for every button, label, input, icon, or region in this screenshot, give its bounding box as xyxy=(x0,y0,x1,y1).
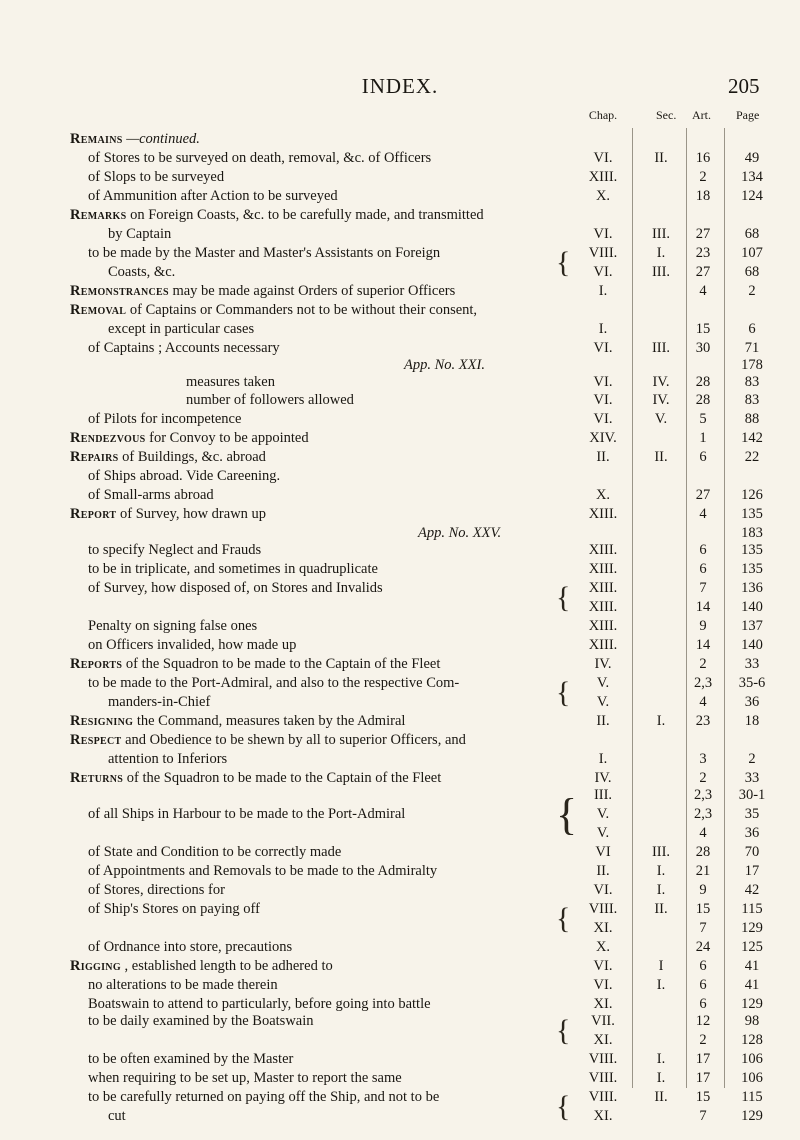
entry-sec: I. xyxy=(656,863,666,879)
entry-chap: I. xyxy=(598,283,608,299)
entry-keyword: Report xyxy=(70,506,117,522)
entry-page: 6 xyxy=(748,321,756,337)
entry-page: 134 xyxy=(741,169,763,185)
entry-sec: III. xyxy=(651,844,671,860)
entry-art: 23 xyxy=(695,713,711,729)
entry-chap: VIII. xyxy=(588,1089,618,1105)
entry-sec: I. xyxy=(656,1051,666,1067)
entry-page: 124 xyxy=(741,188,763,204)
entry-chap: XI. xyxy=(593,996,613,1012)
entry-description: when requiring to be set up, Master to report the same xyxy=(88,1070,402,1086)
entry-art: 2 xyxy=(699,1032,707,1048)
entry-keyword: Resigning xyxy=(70,713,134,729)
entry-art: 6 xyxy=(699,542,707,558)
entry-chap: VI. xyxy=(593,882,613,898)
entry-chap: XIII. xyxy=(588,542,618,558)
entry-chap: VI. xyxy=(593,977,613,993)
entry-chap: V. xyxy=(596,806,610,822)
entry-sec: II. xyxy=(654,449,668,465)
entry-page: 106 xyxy=(741,1051,763,1067)
entry-page: 125 xyxy=(741,939,763,955)
entry-chap: XIII. xyxy=(588,637,618,653)
entry-description: , established length to be adhered to xyxy=(120,958,333,974)
entry-page: 2 xyxy=(748,751,756,767)
entry-description: and Obedience to be shewn by all to superior Officers, and xyxy=(121,732,466,748)
entry-page: 115 xyxy=(741,901,763,917)
entry-description: App. No. XXV. xyxy=(418,525,502,541)
entry-page: 128 xyxy=(741,1032,763,1048)
entry-art: 15 xyxy=(695,321,711,337)
entry-description: of Stores, directions for xyxy=(88,882,225,898)
column-header-art: Art. xyxy=(692,108,711,122)
entry-art: 28 xyxy=(695,374,711,390)
entry-page: 137 xyxy=(741,618,763,634)
entry-page: 68 xyxy=(744,226,760,242)
entry-keyword: Remonstrances xyxy=(70,283,169,299)
entry-chap: VI. xyxy=(593,374,613,390)
entry-text xyxy=(108,1105,126,1127)
entry-description: on Officers invalided, how made up xyxy=(88,637,297,653)
entry-page: 107 xyxy=(741,245,763,261)
entry-page: 129 xyxy=(741,920,763,936)
entry-chap: VI. xyxy=(593,340,613,356)
entry-description: to be often examined by the Master xyxy=(88,1051,294,1067)
entry-chap: XIII. xyxy=(588,561,618,577)
entry-description: of Stores to be surveyed on death, removal, &c. of Officers xyxy=(88,150,432,166)
entry-art: 1 xyxy=(699,430,707,446)
entry-description: of Ships abroad. Vide Careening. xyxy=(88,468,281,484)
entry-description: of Ammunition after Action to be surveyed xyxy=(88,188,338,204)
entry-art: 9 xyxy=(699,882,707,898)
entry-art: 21 xyxy=(695,863,711,879)
entry-chap: X. xyxy=(595,188,611,204)
entry-chap: VIII. xyxy=(588,901,618,917)
entry-page: 36 xyxy=(744,825,760,841)
entry-chap: XIV. xyxy=(589,430,617,446)
entry-chap: III. xyxy=(593,787,613,803)
entry-page: 135 xyxy=(741,506,763,522)
entry-description: of Survey, how drawn up xyxy=(116,506,267,522)
entry-page: 68 xyxy=(744,264,760,280)
entry-page: 41 xyxy=(744,977,760,993)
entry-page: 42 xyxy=(744,882,760,898)
brace-mark: { xyxy=(556,790,578,839)
entry-art: 14 xyxy=(695,599,711,615)
entry-description: the Command, measures taken by the Admiral xyxy=(133,713,406,729)
entry-art: 30 xyxy=(695,340,711,356)
entry-art: 7 xyxy=(699,920,707,936)
entry-art: 2,3 xyxy=(693,675,713,691)
entry-page: 135 xyxy=(741,542,763,558)
entry-chap: V. xyxy=(596,675,610,691)
entry-page: 30-1 xyxy=(738,787,766,803)
entry-chap: XIII. xyxy=(588,618,618,634)
entry-chap: VI. xyxy=(593,150,613,166)
entry-page: 71 xyxy=(744,340,760,356)
entry-description: of Slops to be surveyed xyxy=(88,169,225,185)
entry-chap: XIII. xyxy=(588,580,618,596)
entry-page: 142 xyxy=(741,430,763,446)
entry-chap: XIII. xyxy=(588,506,618,522)
entry-chap: I. xyxy=(598,321,608,337)
brace-mark: { xyxy=(556,1089,571,1123)
entry-art: 24 xyxy=(695,939,711,955)
entry-description: of Captains ; Accounts necessary xyxy=(88,340,280,356)
entry-description: to be carefully returned on paying off the Ship, and not to be xyxy=(88,1089,440,1105)
page-number: 205 xyxy=(728,74,760,98)
entry-chap: IV. xyxy=(594,770,612,786)
entry-chap: VI. xyxy=(593,958,613,974)
entry-art: 6 xyxy=(699,977,707,993)
entry-description: number of followers allowed xyxy=(186,392,354,408)
entry-chap: VIII. xyxy=(588,1070,618,1086)
column-header-sec: Sec. xyxy=(656,108,677,122)
entry-sec: I. xyxy=(656,245,666,261)
entry-description: of Ordnance into store, precautions xyxy=(88,939,293,955)
entry-page: 70 xyxy=(744,844,760,860)
entry-page: 126 xyxy=(741,487,763,503)
entry-description: no alterations to be made therein xyxy=(88,977,278,993)
entry-art: 2 xyxy=(699,169,707,185)
entry-sec: III. xyxy=(651,340,671,356)
entry-chap: V. xyxy=(596,825,610,841)
entry-page: 17 xyxy=(744,863,760,879)
entry-keyword: Rendezvous xyxy=(70,430,146,446)
entry-art: 4 xyxy=(699,694,707,710)
entry-description: cut xyxy=(108,1108,126,1124)
entry-art: 6 xyxy=(699,449,707,465)
entry-description: attention to Inferiors xyxy=(108,751,228,767)
entry-chap: VI. xyxy=(593,411,613,427)
entry-description: of Ship's Stores on paying off xyxy=(88,901,260,917)
entry-description: Penalty on signing false ones xyxy=(88,618,258,634)
entry-chap: X. xyxy=(595,487,611,503)
entry-art: 2,3 xyxy=(693,787,713,803)
entry-keyword: Repairs xyxy=(70,449,119,465)
entry-chap: I. xyxy=(598,751,608,767)
entry-page: 35-6 xyxy=(738,675,766,691)
entry-description: for Convoy to be appointed xyxy=(145,430,309,446)
entry-chap: V. xyxy=(596,694,610,710)
brace-mark: { xyxy=(556,675,571,709)
entry-art: 9 xyxy=(699,618,707,634)
entry-sec: I. xyxy=(656,977,666,993)
entry-page: 178 xyxy=(741,357,763,373)
entry-art: 2 xyxy=(699,770,707,786)
entry-art: 7 xyxy=(699,1108,707,1124)
entry-page: 35 xyxy=(744,806,760,822)
entry-keyword: Removal xyxy=(70,302,127,318)
entry-keyword: Remarks xyxy=(70,207,127,223)
entry-art: 17 xyxy=(695,1070,711,1086)
entry-page: 2 xyxy=(748,283,756,299)
entry-description: of Buildings, &c. abroad xyxy=(118,449,266,465)
entry-art: 7 xyxy=(699,580,707,596)
entry-page: 22 xyxy=(744,449,760,465)
entry-sec: III. xyxy=(651,226,671,242)
column-header-page: Page xyxy=(736,108,760,122)
entry-chap: VIII. xyxy=(588,245,618,261)
entry-description: of all Ships in Harbour to be made to the Port-Admiral xyxy=(88,806,406,822)
entry-chap: II. xyxy=(596,713,610,729)
entry-chap: II. xyxy=(596,449,610,465)
entry-description: on Foreign Coasts, &c. to be carefully made, and transmitted xyxy=(126,207,484,223)
entry-description: App. No. XXI. xyxy=(404,357,485,373)
entry-description: to be made by the Master and Master's Assistants on Foreign xyxy=(88,245,441,261)
entry-art: 3 xyxy=(699,751,707,767)
entry-chap: XI. xyxy=(593,1032,613,1048)
entry-description: of Survey, how disposed of, on Stores and Invalids xyxy=(88,580,383,596)
entry-sec: II. xyxy=(654,901,668,917)
entry-description: to be in triplicate, and sometimes in quadruplicate xyxy=(88,561,378,577)
brace-mark: { xyxy=(556,901,571,935)
entry-keyword: Returns xyxy=(70,770,124,786)
entry-chap: XIII. xyxy=(588,169,618,185)
entry-page: 83 xyxy=(744,392,760,408)
entry-chap: XI. xyxy=(593,1108,613,1124)
entry-sec: I. xyxy=(656,1070,666,1086)
entry-art: 6 xyxy=(699,958,707,974)
entry-sec: I. xyxy=(656,882,666,898)
entry-sec: III. xyxy=(651,264,671,280)
entry-keyword: Rigging xyxy=(70,958,121,974)
entry-sec: II. xyxy=(654,1089,668,1105)
brace-mark: { xyxy=(556,1013,571,1047)
entry-description: —continued. xyxy=(122,131,200,147)
entry-art: 18 xyxy=(695,188,711,204)
entry-page: 115 xyxy=(741,1089,763,1105)
entry-description: to be made to the Port-Admiral, and also to the respective Com- xyxy=(88,675,460,691)
entry-description: of the Squadron to be made to the Captain of the Fleet xyxy=(122,656,441,672)
entry-chap: VIII. xyxy=(588,1051,618,1067)
entry-chap: II. xyxy=(596,863,610,879)
entry-keyword: Remains xyxy=(70,131,123,147)
entry-page: 129 xyxy=(741,996,763,1012)
entry-page: 183 xyxy=(741,525,763,541)
entry-page: 41 xyxy=(744,958,760,974)
brace-mark: { xyxy=(556,245,571,279)
entry-description: except in particular cases xyxy=(108,321,255,337)
entry-description: of the Squadron to be made to the Captain of the Fleet xyxy=(123,770,442,786)
entry-art: 16 xyxy=(695,150,711,166)
entry-art: 4 xyxy=(699,283,707,299)
entry-art: 27 xyxy=(695,226,711,242)
entry-page: 49 xyxy=(744,150,760,166)
entry-art: 14 xyxy=(695,637,711,653)
entry-page: 36 xyxy=(744,694,760,710)
entry-art: 15 xyxy=(695,901,711,917)
entry-page: 135 xyxy=(741,561,763,577)
entry-art: 6 xyxy=(699,996,707,1012)
column-header-chap: Chap. xyxy=(588,108,618,122)
entry-art: 4 xyxy=(699,506,707,522)
entry-chap: XI. xyxy=(593,920,613,936)
entry-art: 12 xyxy=(695,1013,711,1029)
entry-description: Boatswain to attend to particularly, before going into battle xyxy=(88,996,431,1012)
entry-page: 83 xyxy=(744,374,760,390)
page-title: INDEX. xyxy=(361,74,439,98)
entry-art: 2 xyxy=(699,656,707,672)
entry-art: 2,3 xyxy=(693,806,713,822)
entry-page: 33 xyxy=(744,770,760,786)
entry-description: to specify Neglect and Frauds xyxy=(88,542,262,558)
entry-chap: VI. xyxy=(593,226,613,242)
entry-page: 136 xyxy=(741,580,763,596)
entry-sec: I xyxy=(658,958,664,974)
entry-chap: VI. xyxy=(593,264,613,280)
index-entry xyxy=(0,1105,800,1127)
entry-description: of Appointments and Removals to be made to the Admiralty xyxy=(88,863,438,879)
entry-art: 4 xyxy=(699,825,707,841)
entry-page: 98 xyxy=(744,1013,760,1029)
entry-art: 28 xyxy=(695,844,711,860)
entry-description: may be made against Orders of superior Officers xyxy=(168,283,456,299)
entry-art: 5 xyxy=(699,411,707,427)
entry-description: of Captains or Commanders not to be without their consent, xyxy=(126,302,478,318)
entry-sec: IV. xyxy=(652,374,670,390)
entry-page: 140 xyxy=(741,599,763,615)
entry-page: 140 xyxy=(741,637,763,653)
entry-sec: IV. xyxy=(652,392,670,408)
entry-keyword: Respect xyxy=(70,732,122,748)
entry-art: 27 xyxy=(695,487,711,503)
entry-sec: V. xyxy=(654,411,668,427)
entry-sec: II. xyxy=(654,150,668,166)
brace-mark: { xyxy=(556,580,571,614)
entry-description: manders-in-Chief xyxy=(108,694,211,710)
entry-description: measures taken xyxy=(186,374,275,390)
entry-chap: VI. xyxy=(593,392,613,408)
entry-chap: IV. xyxy=(594,656,612,672)
entry-description: of Small-arms abroad xyxy=(88,487,214,503)
entry-art: 6 xyxy=(699,561,707,577)
entry-description: by Captain xyxy=(108,226,172,242)
entry-page: 106 xyxy=(741,1070,763,1086)
entry-art: 23 xyxy=(695,245,711,261)
entry-chap: VII. xyxy=(591,1013,615,1029)
entry-description: to be daily examined by the Boatswain xyxy=(88,1013,314,1029)
entry-art: 15 xyxy=(695,1089,711,1105)
entry-description: Coasts, &c. xyxy=(108,264,176,280)
entry-chap: VI xyxy=(595,844,611,860)
entry-page: 33 xyxy=(744,656,760,672)
entry-sec: I. xyxy=(656,713,666,729)
entry-art: 17 xyxy=(695,1051,711,1067)
entry-art: 28 xyxy=(695,392,711,408)
entry-page: 18 xyxy=(744,713,760,729)
entry-description: of State and Condition to be correctly made xyxy=(88,844,342,860)
entry-page: 129 xyxy=(741,1108,763,1124)
entry-page: 88 xyxy=(744,411,760,427)
entry-chap: XIII. xyxy=(588,599,618,615)
entry-description: of Pilots for incompetence xyxy=(88,411,242,427)
entry-art: 27 xyxy=(695,264,711,280)
entry-chap: X. xyxy=(595,939,611,955)
entry-keyword: Reports xyxy=(70,656,123,672)
